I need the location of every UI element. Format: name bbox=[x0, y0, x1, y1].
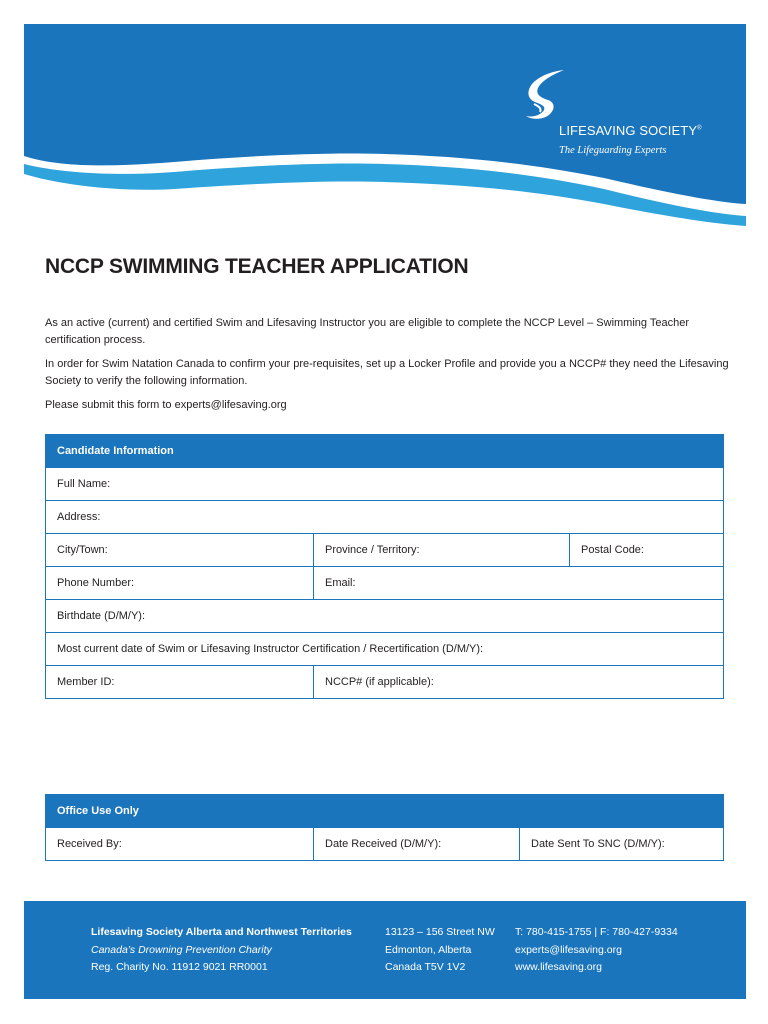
footer-address-line-1: 13123 – 156 Street NW bbox=[385, 926, 495, 938]
address-field[interactable]: Address: bbox=[57, 511, 101, 523]
postal-code-field[interactable]: Postal Code: bbox=[569, 534, 723, 566]
footer-org-name: Lifesaving Society Alberta and Northwest Territories bbox=[91, 926, 352, 938]
phone-field[interactable]: Phone Number: bbox=[57, 577, 135, 589]
city-field[interactable]: City/Town: bbox=[57, 544, 108, 556]
office-use-heading: Office Use Only bbox=[46, 795, 723, 827]
office-use-table bbox=[45, 794, 724, 861]
member-id-field[interactable]: Member ID: bbox=[57, 676, 115, 688]
lifesaving-s-icon bbox=[524, 68, 570, 124]
footer-registration: Reg. Charity No. 11912 9021 RR0001 bbox=[91, 961, 268, 973]
page-title: NCCP SWIMMING TEACHER APPLICATION bbox=[45, 255, 469, 278]
intro-paragraph-3: Please submit this form to experts@lifesaving.org bbox=[45, 399, 287, 411]
footer-address-line-2: Edmonton, Alberta bbox=[385, 943, 472, 956]
footer bbox=[24, 901, 746, 999]
candidate-information-table bbox=[45, 434, 724, 699]
date-sent-field[interactable]: Date Sent To SNC (D/M/Y): bbox=[519, 828, 723, 860]
birthdate-field[interactable]: Birthdate (D/M/Y): bbox=[57, 610, 146, 622]
footer-address-line-3: Canada T5V 1V2 bbox=[385, 961, 466, 973]
full-name-field[interactable]: Full Name: bbox=[57, 478, 111, 490]
date-received-field[interactable]: Date Received (D/M/Y): bbox=[313, 828, 519, 860]
candidate-information-heading: Candidate Information bbox=[46, 435, 723, 467]
submit-email-link[interactable]: experts@lifesaving.org bbox=[174, 399, 287, 411]
logo-tagline: The Lifeguarding Experts bbox=[559, 145, 667, 156]
footer-email-link[interactable]: experts@lifesaving.org bbox=[515, 943, 622, 956]
footer-website-link[interactable]: www.lifesaving.org bbox=[515, 961, 602, 973]
logo-name: LIFESAVING SOCIETY® bbox=[559, 123, 702, 138]
footer-phone-fax: T: 780-415-1755 | F: 780-427-9334 bbox=[515, 926, 678, 938]
footer-charity: Canada’s Drowning Prevention Charity bbox=[91, 943, 272, 956]
certification-date-field[interactable]: Most current date of Swim or Lifesaving Instructor Certification / Recertification (D/M/Y): bbox=[57, 643, 484, 655]
received-by-field[interactable]: Received By: bbox=[57, 838, 122, 850]
email-field[interactable]: Email: bbox=[313, 567, 723, 599]
nccp-number-field[interactable]: NCCP# (if applicable): bbox=[313, 666, 723, 698]
intro-text bbox=[45, 315, 735, 421]
intro-paragraph-2: In order for Swim Natation Canada to confirm your pre-requisites, set up a Locker Profile and provide you a NCCP# they need the Lifesaving Society to verify the following information. bbox=[45, 358, 729, 387]
province-field[interactable]: Province / Territory: bbox=[313, 534, 569, 566]
intro-paragraph-1: As an active (current) and certified Swim and Lifesaving Instructor you are eligible to complete the NCCP Level – Swimming Teacher certification process. bbox=[45, 317, 690, 346]
